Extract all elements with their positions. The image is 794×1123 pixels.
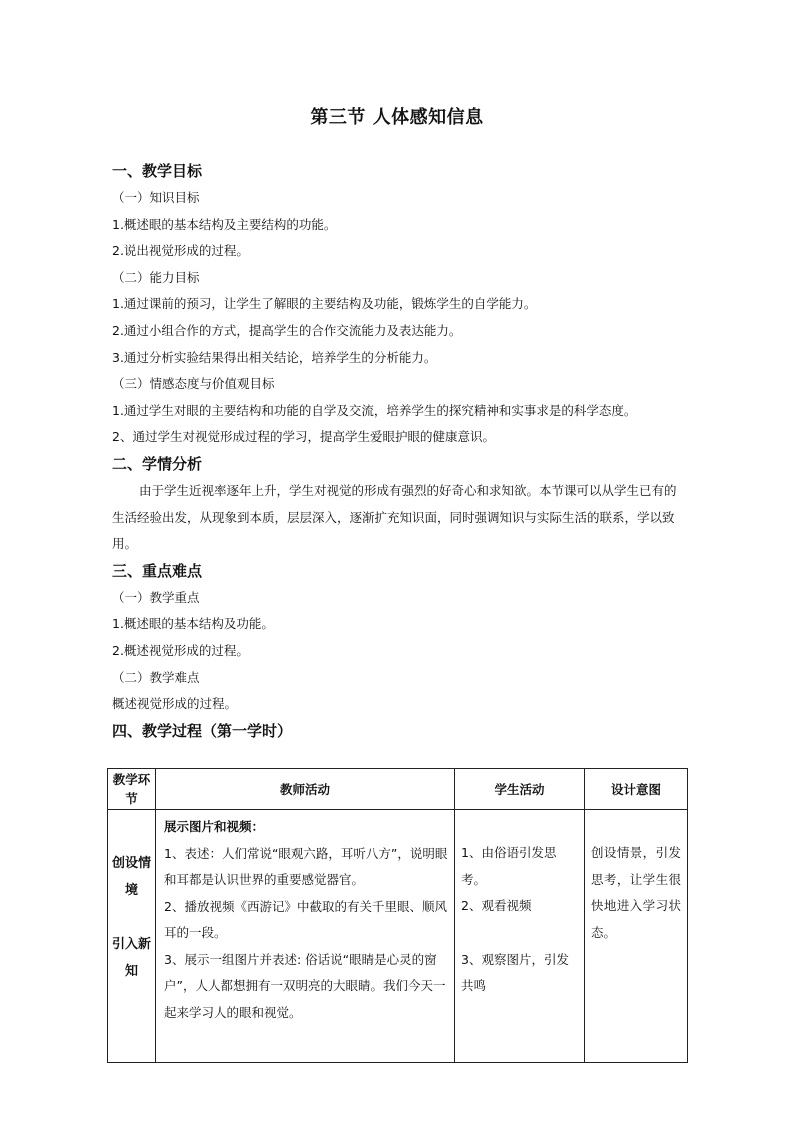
subheading-teaching-difficulty: （二）教学难点 [112, 669, 200, 685]
difficulty-item: 概述视觉形成的过程。 [112, 696, 238, 712]
header-teacher-activity: 教师活动 [156, 769, 455, 810]
teaching-process-table [107, 768, 688, 1063]
teacher-activity-title: 展示图片和视频： [164, 819, 265, 834]
teacher-activity-item: 3、展示一组图片并表述: 俗话说“眼睛是心灵的窗户”，人人都想拥有一双明亮的大眼睛。我们今天一起来学习人的眼和视觉。 [164, 951, 446, 1020]
heading-teaching-process: 四、教学过程（第一学时） [112, 721, 293, 740]
knowledge-goal-item: 2.说出视觉形成的过程。 [112, 243, 249, 259]
subheading-knowledge-goals: （一）知识目标 [112, 190, 200, 205]
subheading-emotion-goals: （三）情感态度与价值观目标 [112, 376, 275, 392]
heading-key-points: 三、重点难点 [112, 561, 203, 580]
header-design-intent: 设计意图 [585, 769, 688, 810]
subheading-ability-goals: （二）能力目标 [112, 269, 200, 285]
table-row [108, 810, 688, 1063]
stage-label: 创设情境 [111, 856, 151, 898]
student-activity-item: 1、由俗语引发思考。 [461, 845, 557, 887]
teacher-activity-item: 1、表述：人们常说“眼观六路，耳听八方”，说明眼和耳都是认识世界的重要感觉器官。 [164, 845, 448, 887]
student-activity-item: 3、观察图片，引发共鸣 [461, 951, 569, 993]
header-stage: 教学环节 [108, 769, 156, 810]
subheading-teaching-focus: （一）教学重点 [112, 589, 200, 605]
document-title: 第三节 人体感知信息 [310, 107, 484, 128]
header-student-activity: 学生活动 [455, 769, 585, 810]
table-header-row [108, 769, 688, 810]
key-point-item: 1.概述眼的基本结构及功能。 [112, 616, 274, 632]
student-activity-cell [455, 810, 585, 1063]
emotion-goal-item: 1.通过学生对眼的主要结构和功能的自学及交流，培养学生的探究精神和实事求是的科学态度。 [112, 402, 637, 418]
stage-label: 引入新知 [111, 937, 151, 979]
learner-analysis-paragraph: 由于学生近视率逐年上升，学生对视觉的形成有强烈的好奇心和求知欲。本节课可以从学生已有的生活经验出发，从现象到本质，层层深入，逐渐扩充知识面，同时强调知识与实际生活的联系，学以致用。 [112, 482, 677, 552]
document-body [112, 158, 686, 745]
emotion-goal-item: 2、通过学生对视觉形成过程的学习，提高学生爱眼护眼的健康意识。 [112, 429, 495, 445]
key-point-item: 2.概述视觉形成的过程。 [112, 642, 249, 658]
design-intent-text: 创设情景，引发思考，让学生很快地进入学习状态。 [591, 845, 681, 940]
stage-cell [108, 810, 156, 1063]
knowledge-goal-item: 1.概述眼的基本结构及主要结构的功能。 [112, 216, 337, 232]
student-activity-item: 2、观看视频 [461, 898, 532, 913]
heading-learner-analysis: 二、学情分析 [112, 454, 203, 473]
ability-goal-item: 1.通过课前的预习，让学生了解眼的主要结构及功能，锻炼学生的自学能力。 [112, 296, 537, 312]
teacher-activity-cell [156, 810, 455, 1063]
ability-goal-item: 2.通过小组合作的方式，提高学生的合作交流能力及表达能力。 [112, 322, 462, 338]
teacher-activity-item: 2、播放视频《西游记》中截取的有关千里眼、顺风耳的一段。 [164, 898, 447, 940]
heading-teaching-goals: 一、教学目标 [112, 162, 203, 180]
ability-goal-item: 3.通过分析实验结果得出相关结论，培养学生的分析能力。 [112, 349, 437, 365]
design-intent-cell [585, 810, 688, 1063]
